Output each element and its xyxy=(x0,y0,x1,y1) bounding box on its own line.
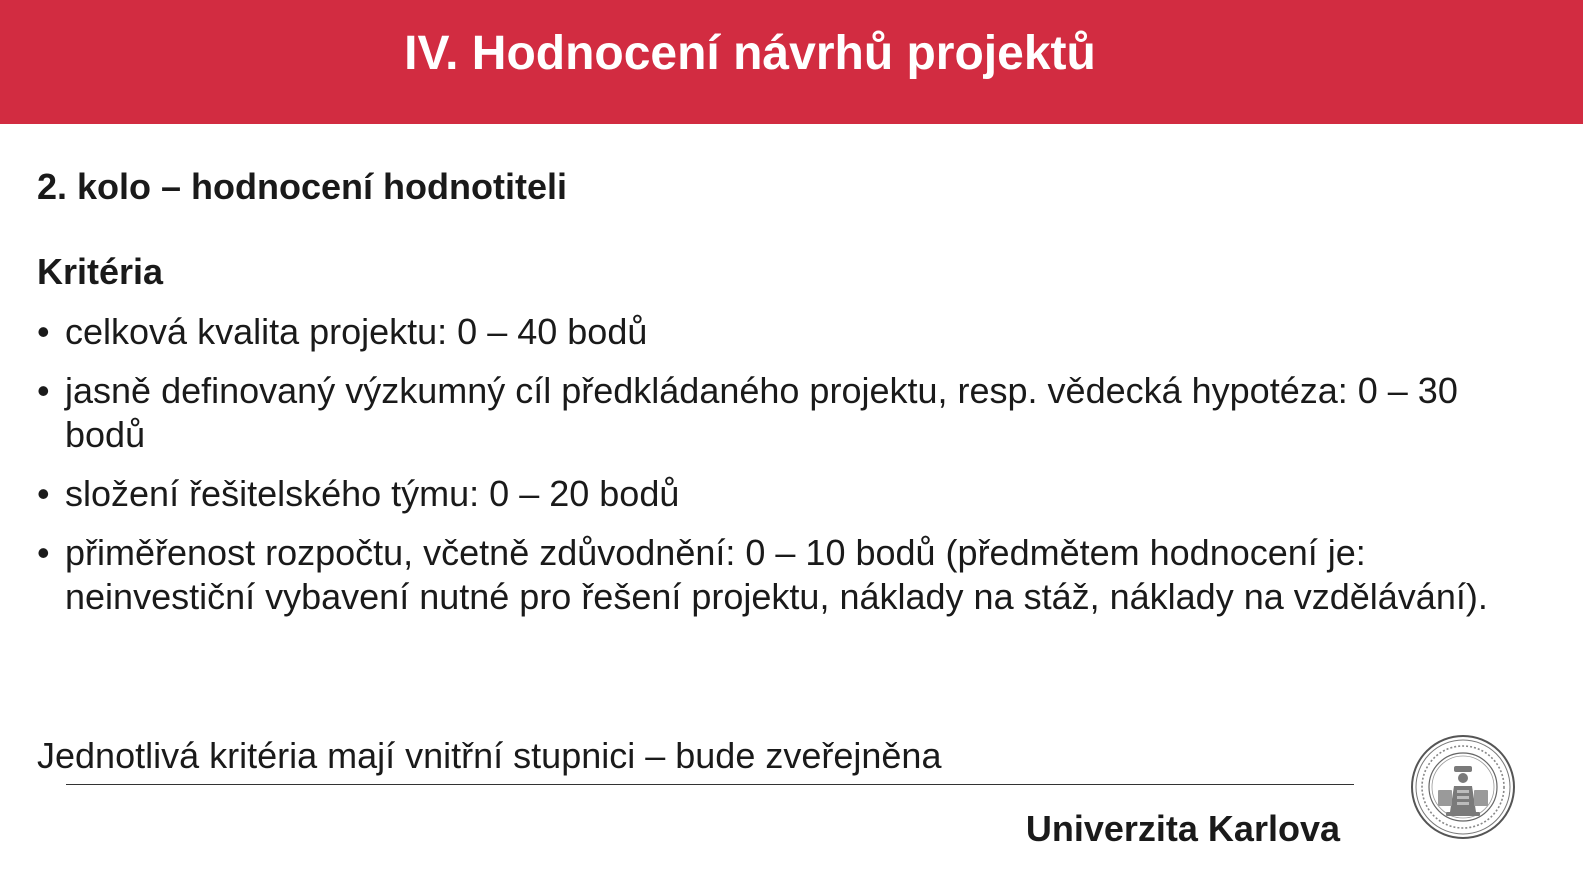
criteria-item-text: celková kvalita projektu: 0 – 40 bodů xyxy=(65,311,648,352)
criteria-item xyxy=(37,310,1507,354)
footer-divider xyxy=(66,784,1354,785)
criteria-item xyxy=(37,472,1507,516)
criteria-item xyxy=(37,531,1507,619)
university-name: Univerzita Karlova xyxy=(1025,808,1340,849)
criteria-item-text: přiměřenost rozpočtu, včetně zdůvodnění: 0 – 10 bodů (předmětem hodnocení je: neinvestiční vybavení nutné pro řešení projektu, náklady na stáž, náklady na vzdělávání). xyxy=(65,532,1488,617)
criteria-heading: Kritéria xyxy=(37,251,164,292)
criteria-item-text: složení řešitelského týmu: 0 – 20 bodů xyxy=(65,473,680,514)
footnote: Jednotlivá kritéria mají vnitřní stupnici – bude zveřejněna xyxy=(37,735,942,776)
bullet-icon: • xyxy=(37,311,50,352)
bullet-icon: • xyxy=(37,370,50,411)
university-seal-icon xyxy=(1410,734,1516,840)
bullet-icon: • xyxy=(37,473,50,514)
bullet-icon: • xyxy=(37,532,50,573)
criteria-list xyxy=(37,310,1507,634)
section-subtitle: 2. kolo – hodnocení hodnotiteli xyxy=(37,166,567,207)
criteria-item xyxy=(37,369,1507,457)
slide-title: IV. Hodnocení návrhů projektů xyxy=(404,27,1096,80)
criteria-item-text: jasně definovaný výzkumný cíl předkládaného projektu, resp. vědecká hypotéza: 0 – 30 bodů xyxy=(65,370,1458,455)
